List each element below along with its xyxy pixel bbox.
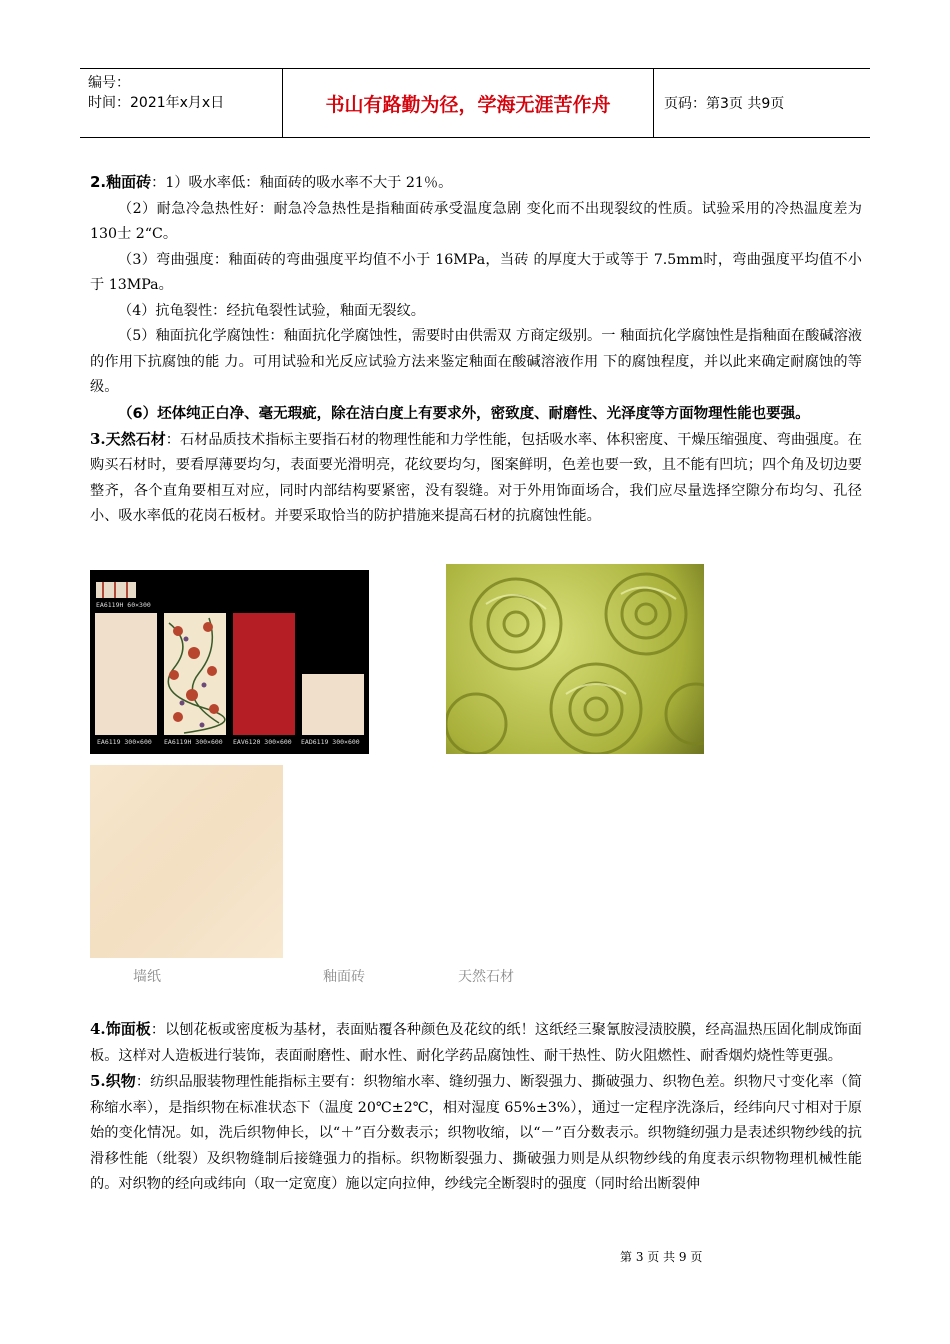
section-title: 4.饰面板 [90, 1020, 151, 1038]
tile-label: EAV6120 300×600 [233, 738, 292, 746]
paragraph: （4）抗龟裂性：经抗龟裂性试验，釉面无裂纹。 [118, 302, 425, 319]
tile-label: EA6119H 300×600 [164, 738, 223, 746]
tile-label: EAD6119 300×600 [301, 738, 360, 746]
paragraph: （3）弯曲强度：釉面砖的弯曲强度平均值不小于 16MPa，当砖 的厚度大于或等于 7.5mm时，弯曲强度平均值不小于 13MPa。 [90, 251, 862, 293]
border-tile [96, 582, 136, 598]
paragraph: （5）釉面抗化学腐蚀性：釉面抗化学腐蚀性，需要时由供需双 方商定级别。一 釉面抗化学腐蚀性是指釉面在酸碱溶液的作用下抗腐蚀的能 力。可用试验和光反应试验方法来鉴定釉面在酸碱溶液作用 下的腐蚀程度，并以此来确定耐腐蚀的等级。 [90, 328, 862, 395]
veneer-paragraph: 4.饰面板：以刨花板或密度板为基材，表面贴覆各种颜色及花纹的纸！这纸经三聚氰胺浸渍胶膜，经高温热压固化制成饰面板。这样对人造板进行装饰，表面耐磨性、耐水性、耐化学药品腐蚀性、耐干热性、防火阻燃性、耐香烟灼烧性等更强。 [90, 1020, 862, 1064]
section-title: 2.釉面砖 [90, 173, 152, 191]
beige-tile [95, 613, 157, 735]
header-meta [80, 69, 282, 137]
header-motto: 书山有路勤为径，学海无涯苦作舟 [282, 69, 654, 137]
tile-top-label: EA6119H 60×300 [96, 601, 151, 609]
section-title: 5.织物 [90, 1072, 136, 1090]
stone-paragraph: 3.天然石材：石材品质技术指标主要指石材的物理性能和力学性能，包括吸水率、体积密度、干燥压缩强度、弯曲强度。在购买石材时，要看厚薄要均匀，表面要光滑明亮，花纹要均匀，图案鲜明，色差也要一致，且不能有凹坑；四个角及切边要整齐，各个直角要相互对应，同时内部结构要紧密，没有裂缝。对于外用饰面场合，我们应尽量选择空隙分布均匀、孔径小、吸水率低的花岗石板材。并要采取恰当的防护措施来提高石材的抗腐蚀性能。 [90, 429, 862, 524]
page-footer: 第 3 页 共 9 页 [620, 1250, 703, 1264]
number-label: 编号： [88, 75, 130, 91]
page-header [80, 68, 870, 138]
body-text-top [90, 170, 862, 530]
caption-wallpaper: 墙纸 [133, 969, 161, 985]
body-text-bottom [90, 1017, 862, 1198]
tile-catalog-image [90, 570, 369, 754]
stone-tile-image [90, 765, 283, 958]
fabric-paragraph: 5.织物：纺织品服装物理性能指标主要有：织物缩水率、缝纫强力、断裂强力、撕破强力、织物色差。织物尺寸变化率（简称缩水率），是指织物在标准状态下（温度 20℃±2℃，相对湿度 65%±3%），通过一定程序洗涤后，经纬向尺寸相对于原始的变化情况。如，洗后织物伸长，以“＋”百分数表示；织物收缩，以“－”百分数表示。织物缝纫强力是表述织物纱线的抗滑移性能（纰裂）及织物缝制后接缝强力的指标。织物断裂强力、撕破强力则是从织物纱线的角度表示织物物理机械性能的。对织物的经向或纬向（取一定宽度）施以定向拉伸，纱线完全断裂时的强度（同时给出断裂伸 [90, 1072, 862, 1192]
header-page-info: 页码：第3页 共9页 [664, 96, 785, 112]
caption-natural-stone: 天然石材 [458, 969, 514, 985]
section-title: 3.天然石材 [90, 429, 166, 448]
rose-relief-image [446, 564, 704, 754]
tile-label: EA6119 300×600 [97, 738, 152, 746]
date-label: 时间：2021年x月x日 [88, 95, 225, 111]
paragraph-bold: （6）坯体纯正白净、毫无瑕疵，除在洁白度上有要求外，密致度、耐磨性、光泽度等方面物理性能也要强。 [118, 405, 810, 422]
glazed-tile-paragraph: 2.釉面砖：1）吸水率低：釉面砖的吸水率不大于 21％。 [90, 173, 453, 191]
caption-glazed-tile: 釉面砖 [323, 969, 365, 985]
paragraph: （2）耐急冷急热性好：耐急冷急热性是指釉面砖承受温度急剧 变化而不出现裂纹的性质。试验采用的冷热温度差为 130士 2“C。 [90, 200, 862, 242]
floral-tile [164, 613, 226, 735]
small-beige-tile [302, 674, 364, 735]
red-tile [233, 613, 295, 735]
